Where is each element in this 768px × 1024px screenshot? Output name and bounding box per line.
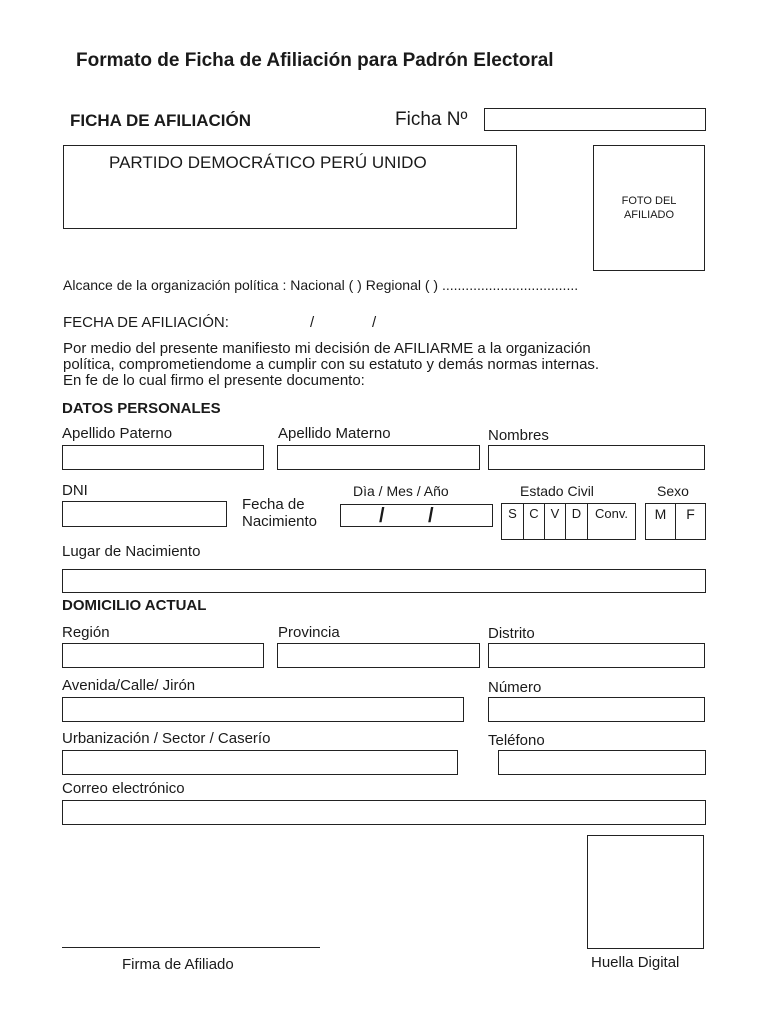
avenida-field[interactable] <box>62 697 464 722</box>
fecha-nacimiento-label-1: Fecha de <box>242 496 305 513</box>
photo-label-line2: AFILIADO <box>623 209 675 221</box>
declaration-line-2: política, comprometiendome a cumplir con su estatuto y demás normas internas. <box>63 356 600 373</box>
estado-civil-option-v[interactable]: V <box>545 504 566 539</box>
fecha-nacimiento-slash-2: / <box>428 505 434 527</box>
estado-civil-label: Estado Civil <box>520 483 594 499</box>
telefono-label: Teléfono <box>488 732 545 749</box>
huella-label: Huella Digital <box>591 954 680 971</box>
photo-label-line1: FOTO DEL <box>621 195 677 207</box>
dni-field[interactable] <box>62 501 227 527</box>
sexo-label: Sexo <box>657 483 689 499</box>
urbanizacion-label: Urbanización / Sector / Caserío <box>62 730 271 747</box>
sexo-options <box>645 503 706 540</box>
declaration <box>63 341 599 389</box>
fecha-nacimiento-label-2: Nacimiento <box>242 513 318 530</box>
ficha-number-field[interactable] <box>484 108 706 131</box>
nombres-field[interactable] <box>488 445 705 470</box>
fecha-afiliacion-slash-2: / <box>372 314 377 331</box>
avenida-label: Avenida/Calle/ Jirón <box>62 677 196 694</box>
fecha-nacimiento-label <box>242 496 317 530</box>
ficha-number-label: Ficha Nº <box>395 109 468 130</box>
correo-field[interactable] <box>62 800 706 825</box>
estado-civil-option-c[interactable]: C <box>524 504 545 539</box>
apellido-materno-label: Apellido Materno <box>278 425 391 442</box>
apellido-materno-field[interactable] <box>277 445 480 470</box>
sexo-option-m[interactable]: M <box>646 504 676 539</box>
distrito-label: Distrito <box>488 625 535 642</box>
party-name: PARTIDO DEMOCRÁTICO PERÚ UNIDO <box>109 153 427 172</box>
telefono-field[interactable] <box>498 750 706 775</box>
provincia-label: Provincia <box>278 624 340 641</box>
domicilio-heading: DOMICILIO ACTUAL <box>62 597 207 614</box>
dni-label: DNI <box>62 482 88 499</box>
declaration-line-3: En fe de lo cual firmo el presente documento: <box>63 372 365 389</box>
nombres-label: Nombres <box>488 427 549 444</box>
datos-personales-heading: DATOS PERSONALES <box>62 400 221 417</box>
region-label: Región <box>62 624 110 641</box>
fecha-afiliacion-label: FECHA DE AFILIACIÓN: <box>63 314 229 331</box>
distrito-field[interactable] <box>488 643 705 668</box>
party-box <box>63 145 517 229</box>
firma-label: Firma de Afiliado <box>122 956 234 973</box>
numero-field[interactable] <box>488 697 705 722</box>
alcance-text: Alcance de la organización política : Nacional ( ) Regional ( ) ................................... <box>63 277 579 293</box>
ficha-label: FICHA DE AFILIACIÓN <box>70 111 252 130</box>
correo-label: Correo electrónico <box>62 780 185 797</box>
sexo-option-f[interactable]: F <box>686 506 695 522</box>
photo-box[interactable] <box>593 145 705 271</box>
declaration-line-1: Por medio del presente manifiesto mi decisión de AFILIARME a la organización <box>63 340 591 357</box>
numero-label: Número <box>488 679 542 696</box>
region-field[interactable] <box>62 643 264 668</box>
apellido-paterno-field[interactable] <box>62 445 264 470</box>
provincia-field[interactable] <box>277 643 480 668</box>
estado-civil-options <box>501 503 636 540</box>
fecha-nacimiento-slash-1: / <box>379 505 385 527</box>
page-title: Formato de Ficha de Afiliación para Padrón Electoral <box>76 50 554 71</box>
fecha-afiliacion-slash-1: / <box>310 314 315 331</box>
lugar-nacimiento-label: Lugar de Nacimiento <box>62 543 201 560</box>
estado-civil-option-d[interactable]: D <box>566 504 588 539</box>
urbanizacion-field[interactable] <box>62 750 458 775</box>
apellido-paterno-label: Apellido Paterno <box>62 425 173 442</box>
lugar-nacimiento-field[interactable] <box>62 569 706 593</box>
firma-line[interactable] <box>62 947 320 948</box>
estado-civil-option-s[interactable]: S <box>502 504 524 539</box>
huella-box[interactable] <box>587 835 704 949</box>
estado-civil-option-conv[interactable]: Conv. <box>595 506 628 521</box>
dia-mes-ano-label: Dìa / Mes / Año <box>353 483 449 499</box>
fecha-nacimiento-field[interactable] <box>340 504 493 527</box>
